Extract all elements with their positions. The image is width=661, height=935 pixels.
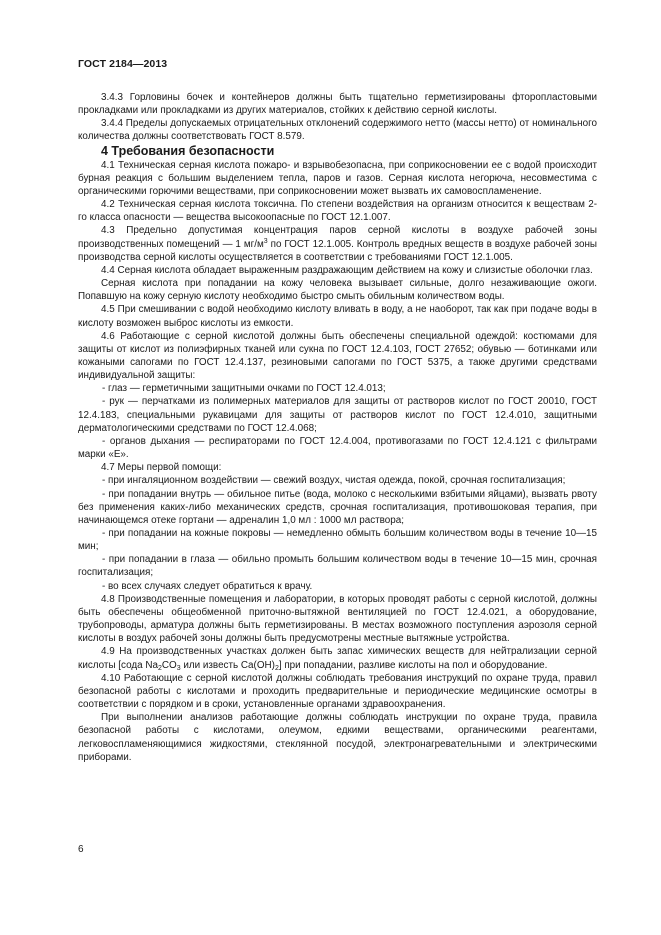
running-head: ГОСТ 2184—2013 bbox=[78, 58, 168, 70]
subscript-co: 3 bbox=[176, 664, 181, 672]
document-body bbox=[78, 91, 597, 764]
list-item-hands: - рук — перчатками из полимерных материалов для защиты от растворов кислот по ГОСТ 20010, ГОСТ 12.4.183, специальными рукавицами для защиты от растворов кислот по ГОСТ 12.4.010, защитными дерматологическими средствами по ГОСТ 12.4.068; bbox=[78, 396, 597, 434]
paragraph-4-1: 4.1 Техническая серная кислота пожаро- и взрывобезопасна, при соприкосновении ее с водой происходит бурная реакция с большим выделением тепла, паров и газов. Серная кислота негорюча, несовместима с органическими горючими веществами, при соприкосновении может вызвать их самовоспламенение. bbox=[78, 159, 597, 197]
list-item-eyes: - глаз — герметичными защитными очками по ГОСТ 12.4.013; bbox=[102, 383, 386, 395]
subscript-na: 2 bbox=[157, 664, 162, 672]
paragraph-4-3 bbox=[78, 224, 597, 263]
superscript-3: 3 bbox=[263, 237, 268, 245]
paragraph-4-4-continued: Серная кислота при попадании на кожу человека вызывает сильные, долго незаживающие ожоги. Попавшую на кожу серную кислоту необходимо быстро смыть обильным количеством воды. bbox=[78, 278, 597, 303]
paragraph-4-3-part-a: 4.3 Предельно допустимая концентрация паров серной кислоты в воздухе рабочей зоны производственных помещений — 1 мг/м bbox=[78, 225, 597, 250]
paragraph-4-5: 4.5 При смешивании с водой необходимо кислоту вливать в воду, а не наоборот, так как при подаче воды в кислоту возможен выброс кислоты из емкости. bbox=[78, 304, 597, 329]
paragraph-4-9-part-d: ] при попадании, разливе кислоты на пол и оборудование. bbox=[278, 659, 548, 671]
list-item-ingestion: - при попадании внутрь — обильное питье (вода, молоко с несколькими взбитыми яйцами), вызвать рвоту без применения каких-либо механических средств, срочная госпитализация, противошоковая терапия, при начинающемся отеке гортани — адреналин 1,0 мл : 1000 мл раствора; bbox=[78, 488, 597, 526]
paragraph-4-9 bbox=[78, 645, 597, 671]
paragraph-4-4: 4.4 Серная кислота обладает выраженным раздражающим действием на кожу и слизистые оболочки глаз. bbox=[101, 264, 593, 276]
page-number: 6 bbox=[78, 844, 84, 855]
paragraph-4-9-part-b: CO bbox=[161, 659, 177, 671]
paragraph-4-8: 4.8 Производственные помещения и лаборатории, в которых проводят работы с серной кислотой, должны быть обеспечены общеобменной приточно-вытяжной вентиляцией по ГОСТ 12.4.021, а оборудование, трубопроводы, арматура должны быть герметизированы. В местах возможного поступления аэрозоля серной кислоты в воздух рабочей зоны должны быть предусмотрены местные вытяжные устройства. bbox=[78, 593, 597, 645]
paragraph-4-3-part-b: по ГОСТ 12.1.005. Контроль вредных веществ в воздухе рабочей зоны производства серной кислоты осуществляется в соответствии с требованиями ГОСТ 12.1.005. bbox=[78, 238, 598, 263]
list-item-inhalation: - при ингаляционном воздействии — свежий воздух, чистая одежда, покой, срочная госпитализация; bbox=[102, 475, 566, 487]
paragraph-4-6: 4.6 Работающие с серной кислотой должны быть обеспечены специальной одеждой: костюмами для защиты от кислот из полиэфирных тканей или сукна по ГОСТ 12.4.103, ГОСТ 27652; обувью — ботинками или кожаными сапогами по ГОСТ 12.4.137, резиновыми сапогами по ГОСТ 5375, а также другими средствами индивидуальной защиты: bbox=[78, 330, 597, 382]
list-item-eyes-contact: - при попадании в глаза — обильно промыть большим количеством воды в течение 10—15 мин, срочная госпитализация; bbox=[78, 554, 597, 579]
paragraph-3-4-4: 3.4.4 Пределы допускаемых отрицательных отклонений содержимого нетто (массы нетто) от номинального количества должны соответствовать ГОСТ 8.579. bbox=[78, 118, 597, 143]
list-item-respiratory: - органов дыхания — респираторами по ГОСТ 12.4.004, противогазами по ГОСТ 12.4.121 с фильтрами марки «Е». bbox=[78, 435, 597, 461]
paragraph-4-7: 4.7 Меры первой помощи: bbox=[101, 462, 222, 474]
paragraph-4-9-part-a: 4.9 На производственных участках должен быть запас химических веществ для нейтрализации серной кислоты [сода Na bbox=[78, 646, 597, 671]
paragraph-4-2: 4.2 Техническая серная кислота токсична. По степени воздействия на организм относится к веществам 2-го класса опасности — вещества высокоопасные по ГОСТ 12.1.007. bbox=[78, 199, 597, 224]
subscript-oh: 2 bbox=[274, 664, 279, 672]
list-item-doctor: - во всех случаях следует обратиться к врачу. bbox=[102, 580, 313, 592]
paragraph-3-4-3: 3.4.3 Горловины бочек и контейнеров должны быть тщательно герметизированы фторопластовыми прокладками или прокладками из других материалов, стойких к действию серной кислоты. bbox=[78, 92, 597, 117]
paragraph-4-9-part-c: или известь Ca(OH) bbox=[180, 659, 275, 671]
paragraph-4-10-continued: При выполнении анализов работающие должны соблюдать инструкции по охране труда, правила безопасной работы с кислотами, олеумом, едкими веществами, органическими реагентами, легковоспламеняющимися жидкостями, стеклянной посудой, электронагревательными и электрическими приборами. bbox=[78, 712, 597, 763]
list-item-skin: - при попадании на кожные покровы — немедленно обмыть большим количеством воды в течение 10—15 мин; bbox=[78, 528, 597, 553]
paragraph-4-10: 4.10 Работающие с серной кислотой должны соблюдать требования инструкций по охране труда, правил безопасной работы с кислотами и проходить предварительные и периодические медицинские осмотры в соответствии с порядком и в сроки, установленные органами здравоохранения. bbox=[78, 672, 597, 711]
section-title: 4 Требования безопасности bbox=[101, 143, 275, 158]
